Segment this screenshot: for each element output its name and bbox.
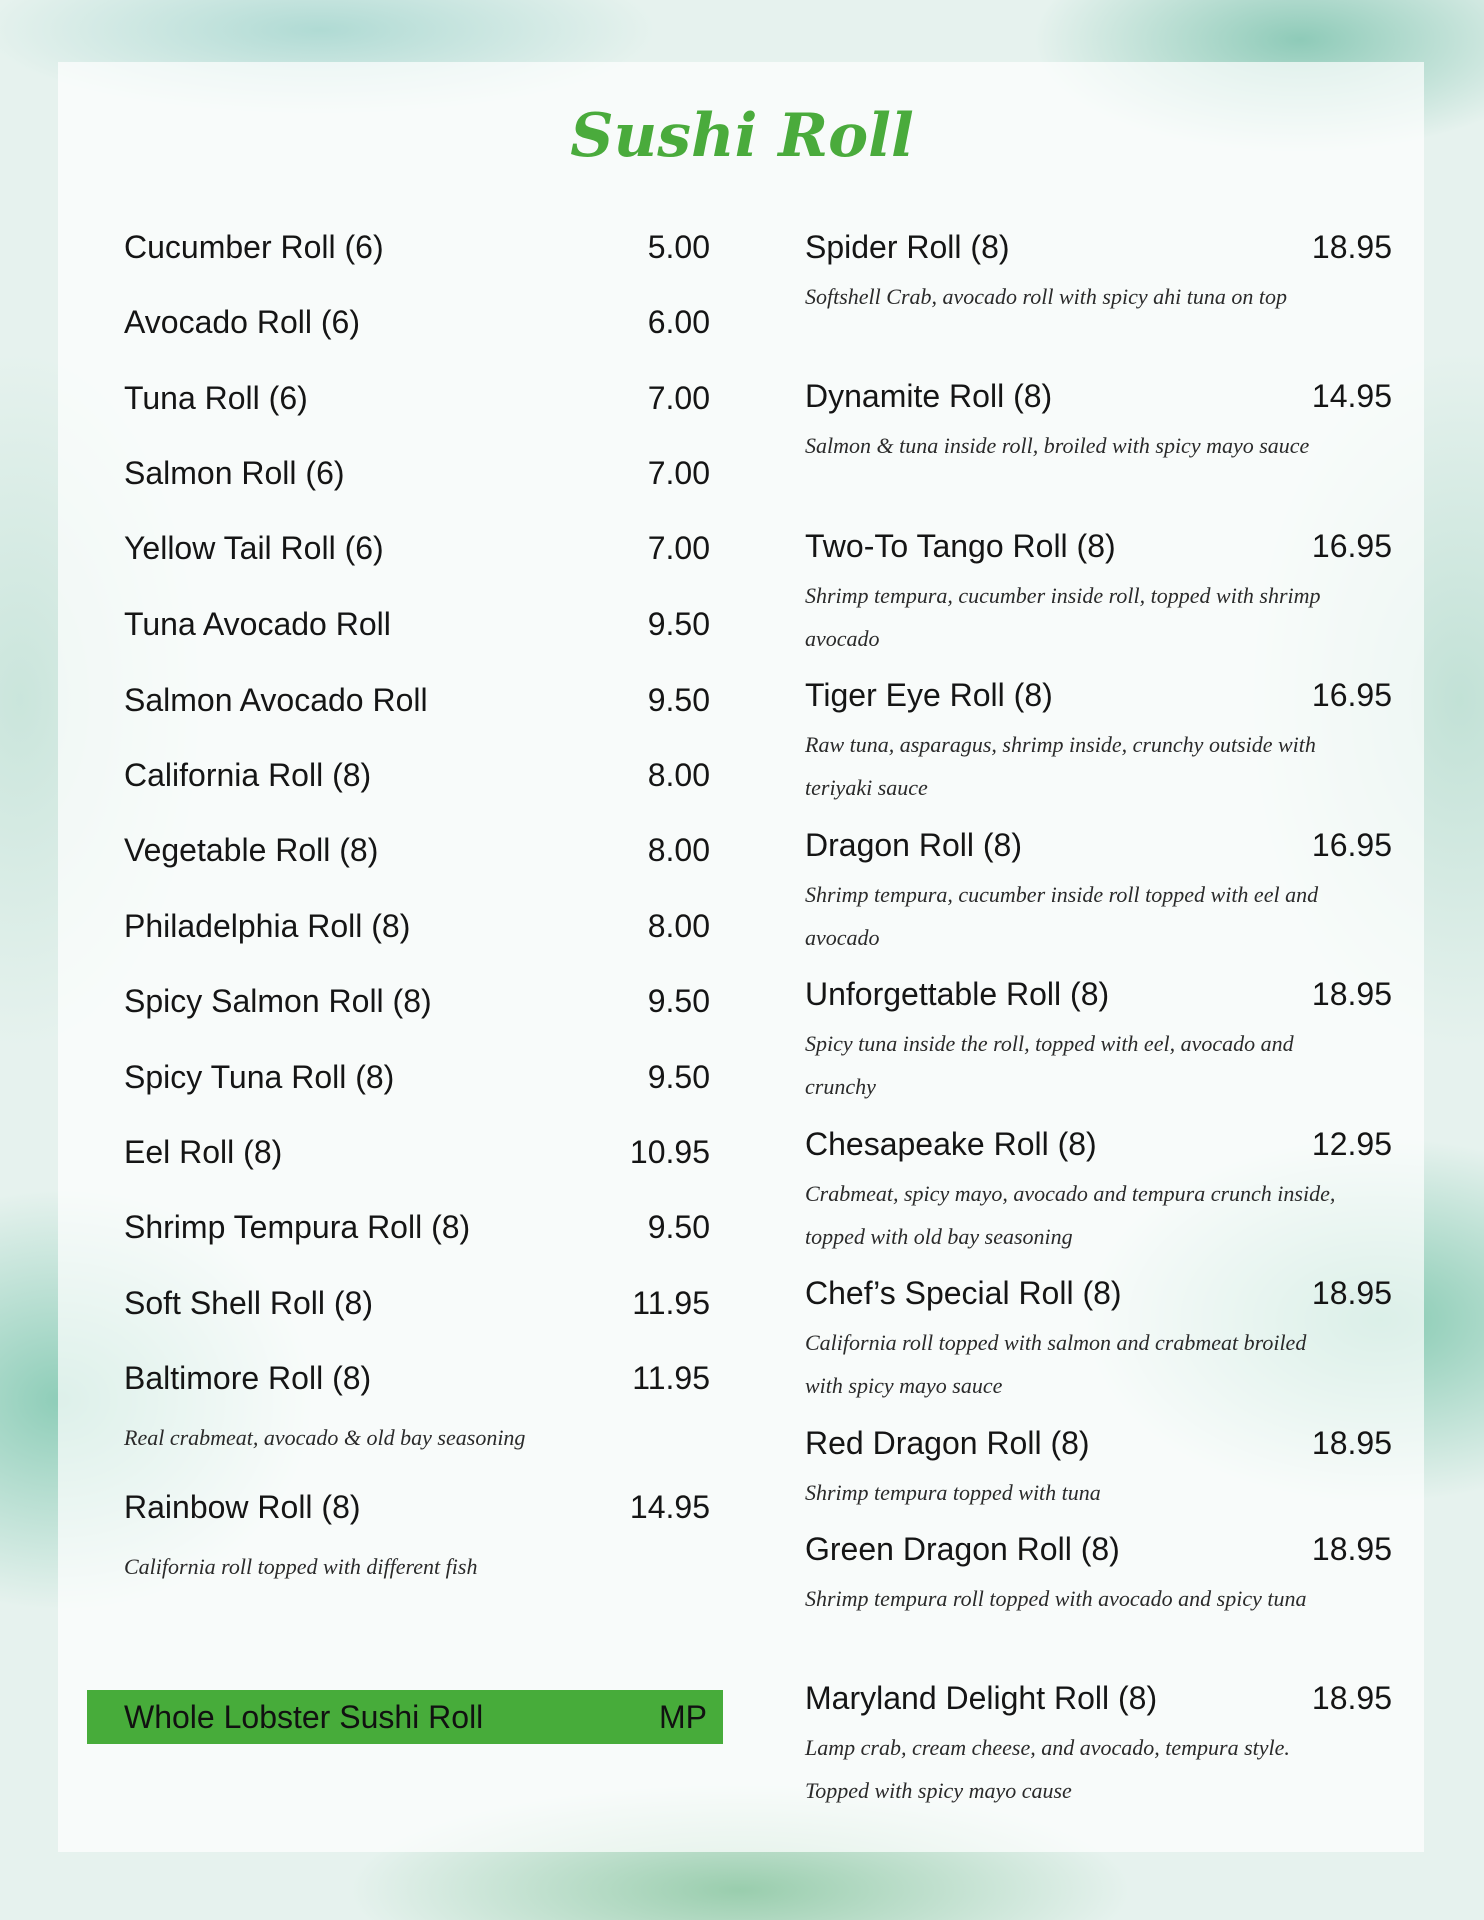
item-price: 9.50	[647, 983, 710, 1019]
item-name: Baltimore Roll (8)	[124, 1360, 372, 1396]
item-price: 16.95	[1311, 827, 1392, 863]
item-description: Spicy tuna inside the roll, topped with eel, avocado and crunchy	[805, 1031, 1294, 1099]
item-name: Tuna Roll (6)	[124, 380, 308, 416]
item-description: Crabmeat, spicy mayo, avocado and tempura crunch inside, topped with old bay seasoning	[805, 1181, 1336, 1249]
item-name: Avocado Roll (6)	[124, 304, 360, 340]
item-description: Shrimp tempura, cucumber inside roll topped with eel and avocado	[805, 882, 1319, 950]
item-name: Tiger Eye Roll (8)	[805, 677, 1053, 713]
item-price: 18.95	[1311, 1531, 1392, 1567]
item-name: Red Dragon Roll (8)	[805, 1425, 1090, 1461]
item-name: Dragon Roll (8)	[805, 827, 1022, 863]
item-name: Green Dragon Roll (8)	[805, 1531, 1120, 1567]
item-name: Spicy Salmon Roll (8)	[124, 983, 432, 1019]
item-price: 14.95	[1311, 378, 1392, 414]
item-price: 9.50	[647, 682, 710, 718]
item-name: Two-To Tango Roll (8)	[805, 528, 1116, 564]
item-price: 12.95	[1311, 1126, 1392, 1162]
item-price: 7.00	[647, 455, 710, 491]
item-name: Tuna Avocado Roll	[124, 606, 391, 642]
item-price: 18.95	[1311, 1275, 1392, 1311]
item-price: 9.50	[647, 606, 710, 642]
item-price: 10.95	[629, 1134, 710, 1170]
item-price: 18.95	[1311, 976, 1392, 1012]
item-name: Salmon Avocado Roll	[124, 682, 428, 718]
item-name: Unforgettable Roll (8)	[805, 976, 1110, 1012]
item-name: Vegetable Roll (8)	[124, 832, 379, 868]
item-description: California roll topped with salmon and crabmeat broiled with spicy mayo sauce	[805, 1330, 1307, 1398]
item-name: California Roll (8)	[124, 757, 372, 793]
item-description: Shrimp tempura, cucumber inside roll, topped with shrimp avocado	[805, 583, 1321, 651]
item-price: 5.00	[647, 229, 710, 265]
item-price: 11.95	[632, 1360, 710, 1396]
item-price: 18.95	[1311, 229, 1392, 265]
item-name: Cucumber Roll (6)	[124, 229, 384, 265]
item-description: Real crabmeat, avocado & old bay seasoning	[124, 1425, 526, 1450]
item-description: Shrimp tempura roll topped with avocado and spicy tuna	[805, 1586, 1307, 1611]
item-price: 14.95	[629, 1489, 710, 1525]
menu-title: Sushi Roll	[570, 101, 914, 171]
item-name: Dynamite Roll (8)	[805, 378, 1053, 414]
featured-item-price: MP	[659, 1699, 707, 1735]
item-name: Philadelphia Roll (8)	[124, 908, 411, 944]
featured-item	[87, 1690, 723, 1744]
item-name: Salmon Roll (6)	[124, 455, 345, 491]
item-name: Rainbow Roll (8)	[124, 1489, 361, 1525]
item-price: 7.00	[647, 380, 710, 416]
item-price: 11.95	[632, 1285, 710, 1321]
item-description: Lamp crab, cream cheese, and avocado, tempura style. Topped with spicy mayo cause	[805, 1735, 1290, 1803]
item-name: Yellow Tail Roll (6)	[124, 530, 384, 566]
item-name: Soft Shell Roll (8)	[124, 1285, 373, 1321]
item-price: 18.95	[1311, 1680, 1392, 1716]
item-description: California roll topped with different fish	[124, 1554, 478, 1579]
item-name: Spicy Tuna Roll (8)	[124, 1059, 395, 1095]
item-price: 9.50	[647, 1059, 710, 1095]
item-name: Spider Roll (8)	[805, 229, 1010, 265]
item-name: Chef’s Special Roll (8)	[805, 1275, 1122, 1311]
item-price: 7.00	[647, 530, 710, 566]
item-description: Raw tuna, asparagus, shrimp inside, crunchy outside with teriyaki sauce	[805, 732, 1316, 800]
item-name: Maryland Delight Roll (8)	[805, 1680, 1158, 1716]
item-name: Eel Roll (8)	[124, 1134, 283, 1170]
item-description: Softshell Crab, avocado roll with spicy ahi tuna on top	[805, 284, 1287, 309]
item-price: 16.95	[1311, 677, 1392, 713]
item-price: 8.00	[647, 908, 710, 944]
item-description: Salmon & tuna inside roll, broiled with spicy mayo sauce	[805, 433, 1310, 458]
item-price: 16.95	[1311, 528, 1392, 564]
featured-item-name: Whole Lobster Sushi Roll	[124, 1699, 484, 1735]
item-name: Shrimp Tempura Roll (8)	[124, 1209, 471, 1245]
item-price: 8.00	[647, 832, 710, 868]
item-price: 18.95	[1311, 1425, 1392, 1461]
item-price: 6.00	[647, 304, 710, 340]
item-price: 8.00	[647, 757, 710, 793]
item-description: Shrimp tempura topped with tuna	[805, 1480, 1101, 1505]
item-name: Chesapeake Roll (8)	[805, 1126, 1097, 1162]
item-price: 9.50	[647, 1209, 710, 1245]
